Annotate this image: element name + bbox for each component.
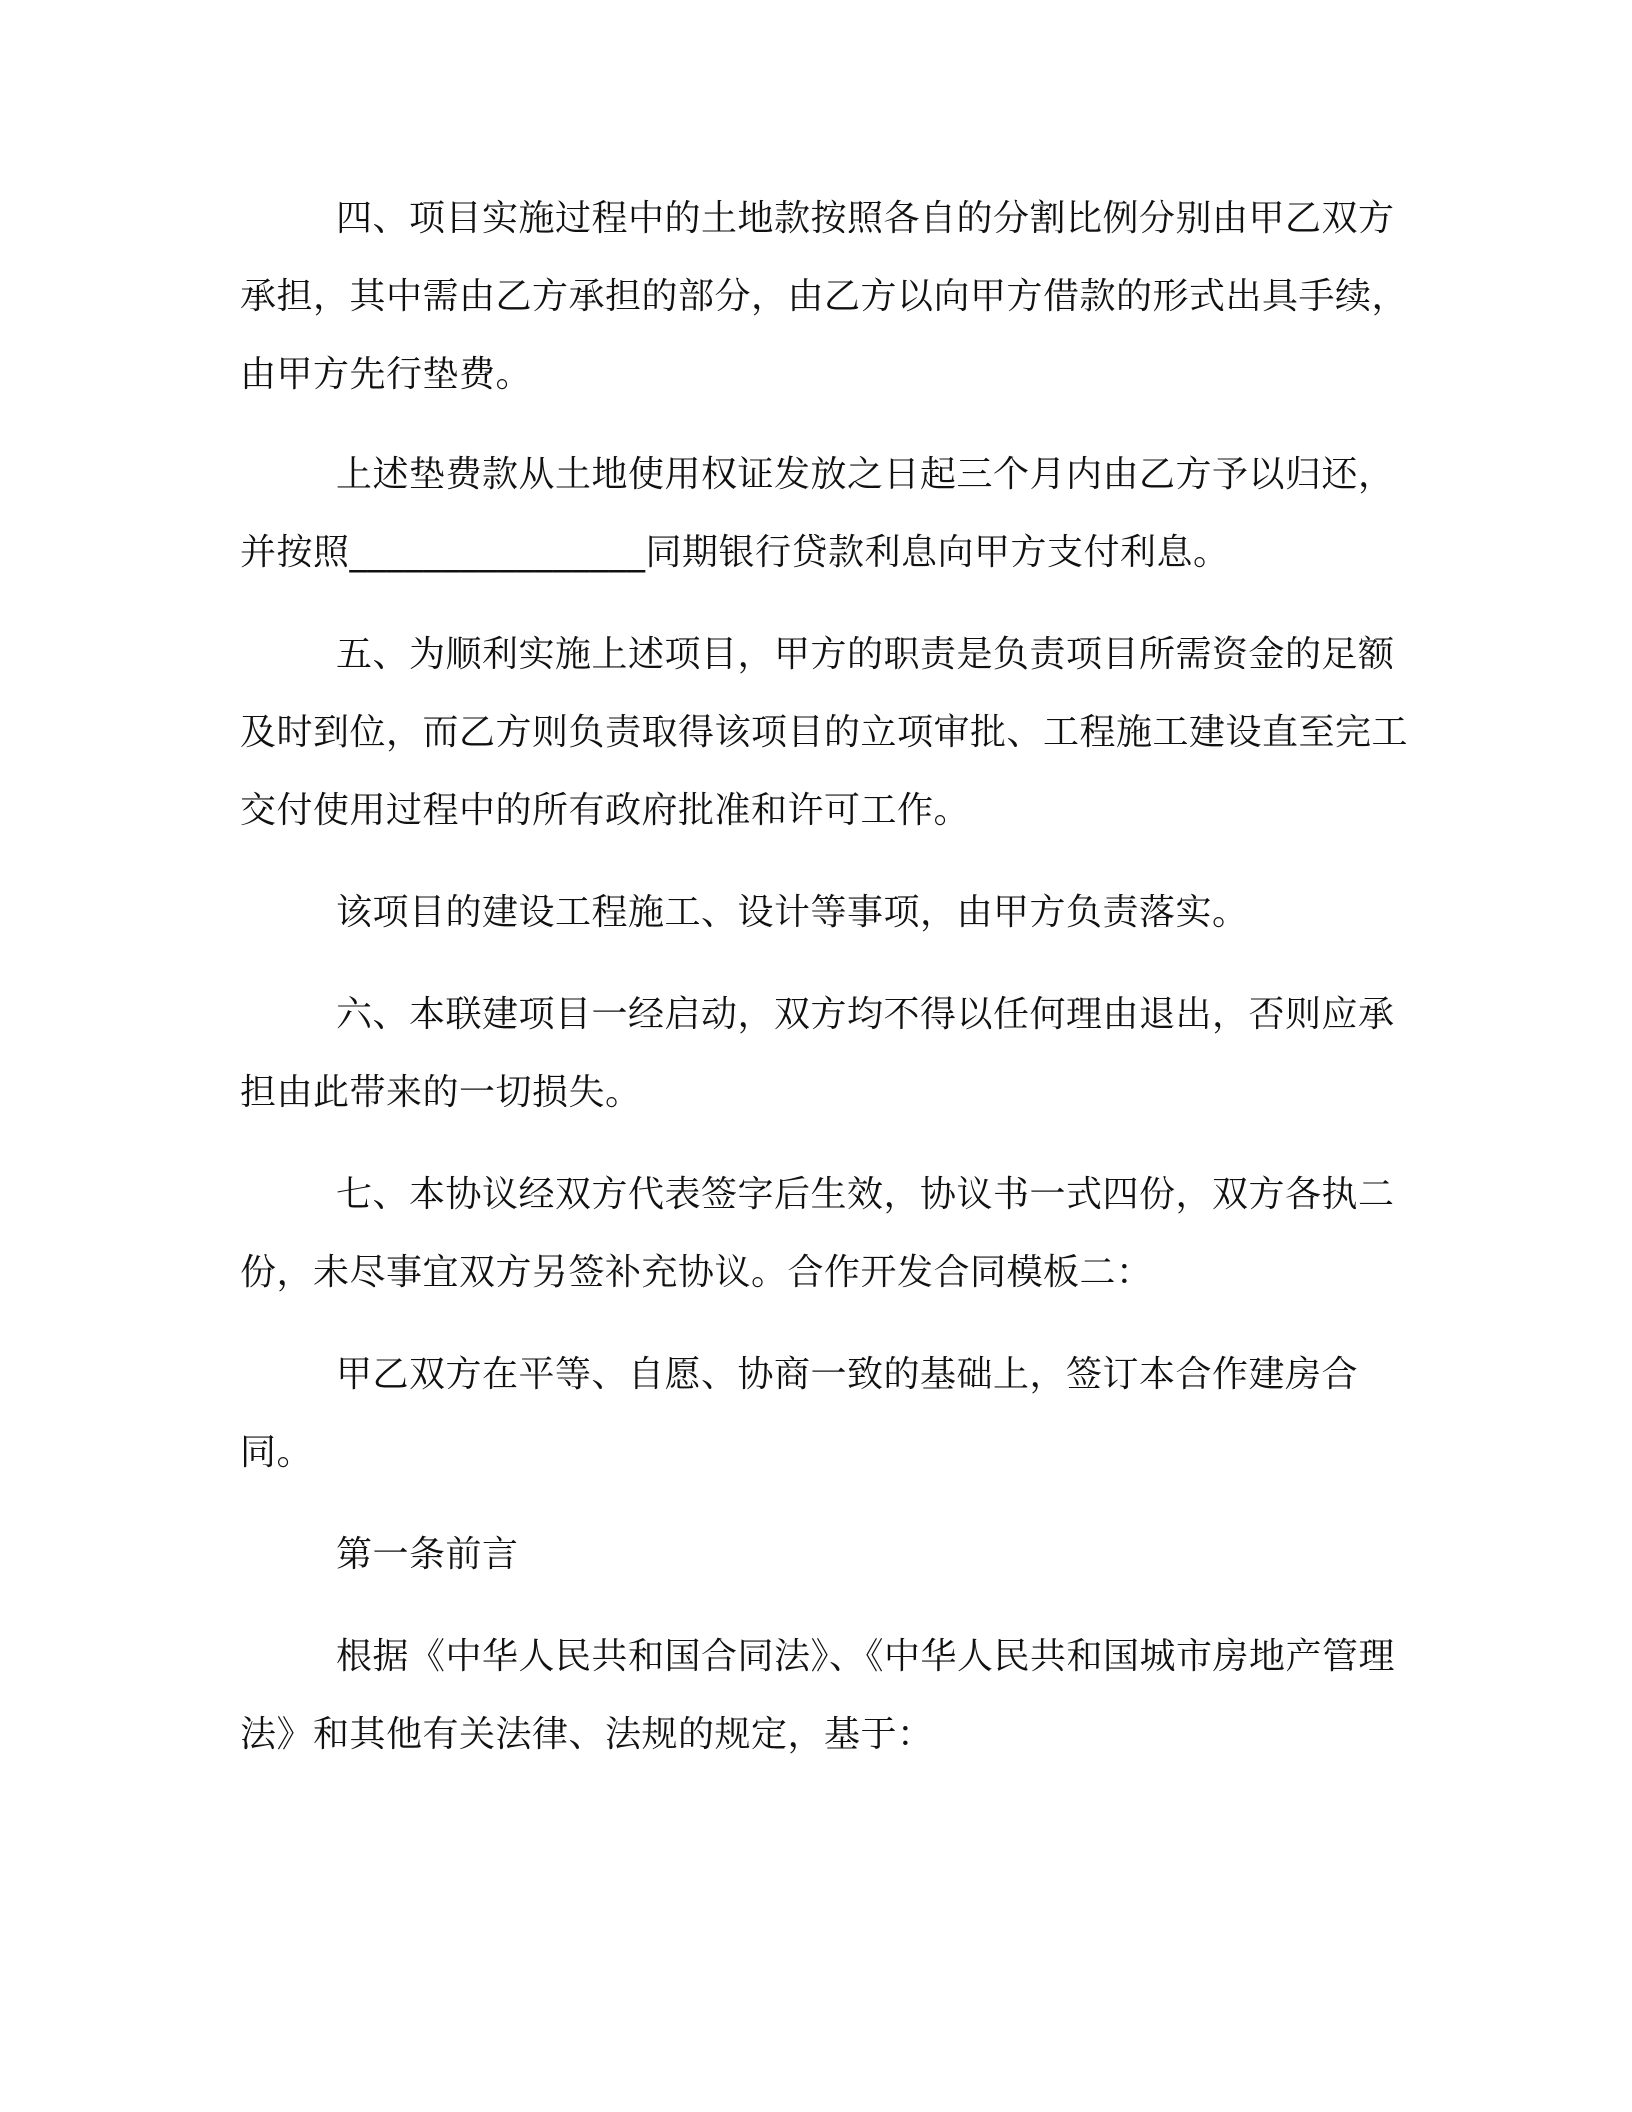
paragraph-section-7: 七、本协议经双方代表签字后生效，协议书一式四份，双方各执二份，未尽事宜双方另签补充协议。合作开发合同模板二： — [240, 1174, 1395, 1293]
paragraph-section-4: 四、项目实施过程中的土地款按照各自的分割比例分别由甲乙双方承担，其中需由乙方承担的部分，由乙方以向甲方借款的形式出具手续，由甲方先行垫费。 — [240, 198, 1409, 395]
paragraph-section-5: 五、为顺利实施上述项目，甲方的职责是负责项目所需资金的足额及时到位，而乙方则负责取得该项目的立项审批、工程施工建设直至完工交付使用过程中的所有政府批准和许可工作。 — [240, 634, 1409, 831]
paragraph-template-2-intro: 甲乙双方在平等、自愿、协商一致的基础上，签订本合作建房合同。 — [240, 1354, 1359, 1473]
paragraph-section-6: 六、本联建项目一经启动，双方均不得以任何理由退出，否则应承担由此带来的一切损失。 — [240, 994, 1395, 1113]
paragraph-construction: 该项目的建设工程施工、设计等事项，由甲方负责落实。 — [336, 892, 1249, 933]
paragraph-repayment: 上述垫费款从土地使用权证发放之日起三个月内由乙方予以归还，并按照________________同期银行贷款利息向甲方支付利息。 — [240, 454, 1395, 573]
paragraph-legal-basis: 根据《中华人民共和国合同法》、《中华人民共和国城市房地产管理法》和其他有关法律、法规的规定，基于： — [240, 1636, 1396, 1755]
article-1-heading: 第一条前言 — [336, 1534, 519, 1575]
